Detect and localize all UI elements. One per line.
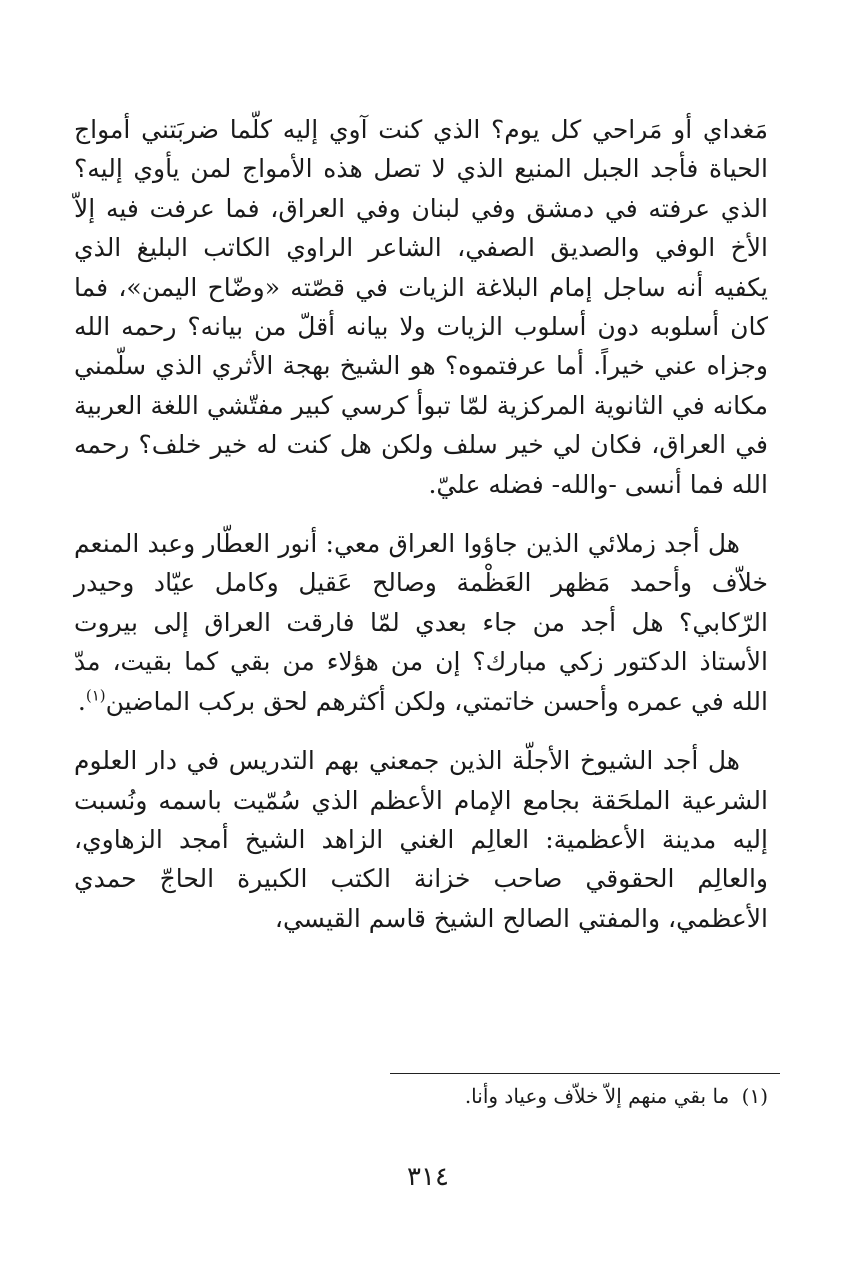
footnote-text: ما بقي منهم إلاّ خلاّف وعياد وأنا. — [464, 1084, 730, 1108]
paragraph-2-end: . — [77, 686, 86, 716]
paragraph-1 — [74, 110, 768, 504]
paragraph-3-text: هل أجد الشيوخ الأجلّة الذين جمعني بهم التدريس في دار العلوم الشرعية الملحَقة بجامع الإمام الأعظم الذي سُمّيت باسمه ونُسبت إليه مدينة الأعظمية: العالِم الغني الزاهد الشيخ أمجد الزهاوي، والعالِم الحقوقي صاحب خزانة الكتب الكبيرة الحاجّ حمدي الأعظمي، والمفتي الصالح الشيخ قاسم القيسي، — [74, 746, 768, 933]
paragraph-1-text: مَغداي أو مَراحي كل يوم؟ الذي كنت آوي إليه كلّما ضربَتني أمواج الحياة فأجد الجبل المنيع الذي لا تصل هذه الأمواج لمن يأوي إليه؟ الذي عرفته في دمشق وفي لبنان وفي العراق، فما عرفت فيه إلاّ الأخ الوفي والصديق الصفي، الشاعر الراوي الكاتب البليغ الذي يكفيه أنه ساجل إمام البلاغة الزيات في قصّته «وضّاح اليمن»، فما كان أسلوبه دون أسلوب الزيات ولا بيانه أقلّ من بيانه؟ رحمه الله وجزاه عني خيراً. أما عرفتموه؟ هو الشيخ بهجة الأثري الذي سلّمني مكانه في الثانوية المركزية لمّا تبوأ كرسي كبير مفتّشي اللغة العربية في العراق، فكان لي خير سلف ولكن هل كنت له خير خلف؟ رحمه الله فما أنسى -والله- فضله عليّ. — [74, 115, 768, 499]
paragraph-2-text: هل أجد زملائي الذين جاؤوا العراق معي: أنور العطّار وعبد المنعم خلاّف وأحمد مَظهر العَظْمة وصالح عَقيل وكامل عيّاد وحيدر الرّكابي؟ هل أجد من جاء بعدي لمّا فارقت العراق إلى بيروت الأستاذ الدكتور زكي مبارك؟ إن من هؤلاء من بقي كما بقيت، مدّ الله في عمره وأحسن خاتمتي، ولكن أكثرهم لحق بركب الماضين — [74, 529, 768, 716]
footnote — [74, 1082, 768, 1110]
paragraph-3 — [74, 741, 768, 938]
paragraph-2 — [74, 524, 768, 721]
footnote-reference[interactable]: (١) — [85, 686, 106, 705]
body-text — [74, 110, 768, 938]
page-number: ٣١٤ — [407, 1162, 449, 1192]
footnote-divider — [390, 1073, 780, 1074]
footnote-number: (١) — [741, 1084, 768, 1108]
